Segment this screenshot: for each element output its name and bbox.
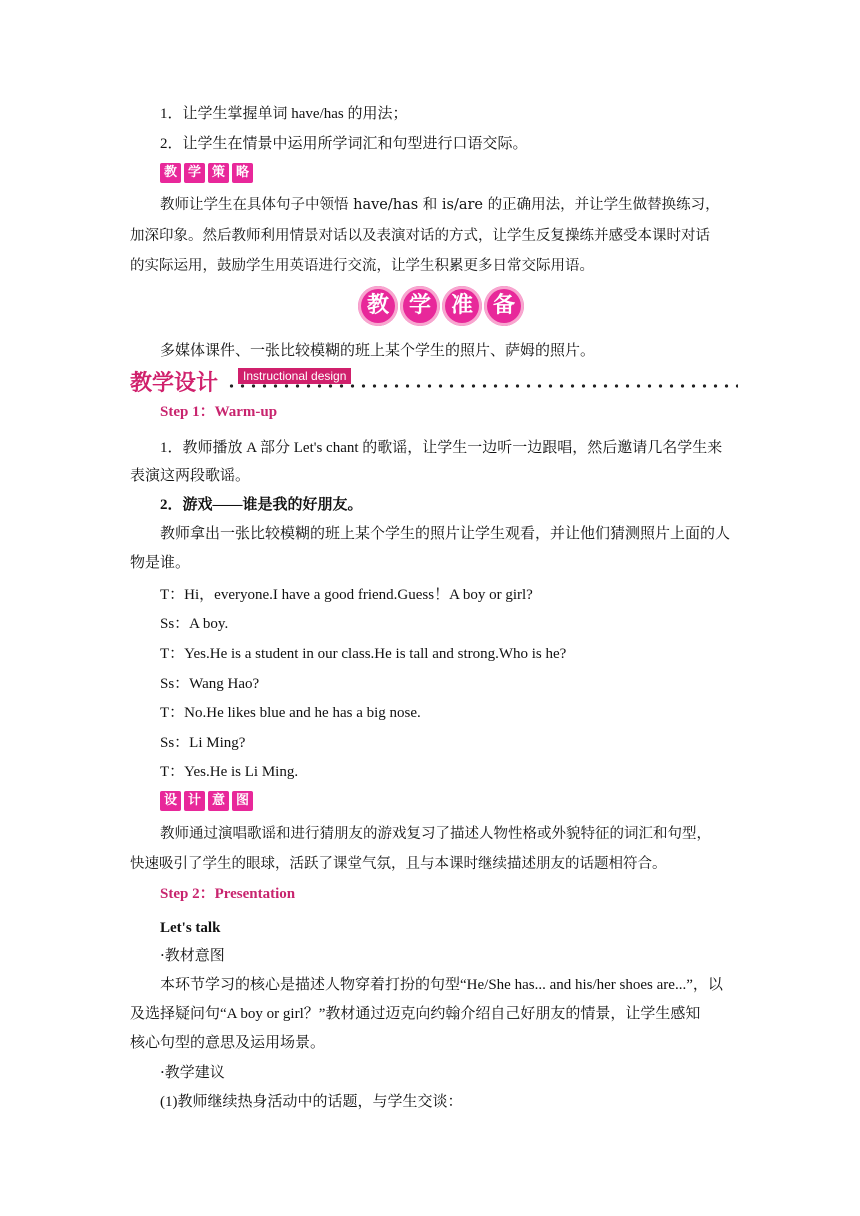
- step2-title: Step 2：Presentation: [160, 886, 296, 902]
- intent-line-1: 教师通过演唱歌谣和进行猜朋友的游戏复习了描述人物性格或外貌特征的词汇和句型，: [160, 826, 711, 842]
- strategy-line-2: 加深印象。然后教师利用情景对话以及表演对话的方式，让学生反复操练并感受本课时对话: [130, 228, 710, 244]
- badge-char: 计: [184, 791, 205, 811]
- badge-char: 策: [208, 163, 229, 183]
- badge-char: 准: [442, 286, 482, 326]
- goal-1: 1．让学生掌握单词 have/has 的用法；: [160, 106, 408, 122]
- dialogue-line: T：No.He likes blue and he has a big nose.: [160, 705, 421, 721]
- badge-char: 设: [160, 791, 181, 811]
- strategy-badge: [160, 163, 253, 183]
- material-intent-line-2: 及选择疑问句“A boy or girl？”教材通过迈克向约翰介绍自己好朋友的情景，让学生感知: [130, 1006, 701, 1022]
- design-header-subtitle: Instructional design: [238, 368, 351, 384]
- strategy-line-3: 的实际运用，鼓励学生用英语进行交流，让学生积累更多日常交际用语。: [130, 258, 594, 274]
- teaching-advice-label: ·教学建议: [160, 1063, 225, 1081]
- preparation-badge: [358, 286, 524, 326]
- design-header-title: 教学设计: [130, 371, 219, 396]
- step1-item1-line1: 1．教师播放 A 部分 Let's chant 的歌谣，让学生一边听一边跟唱，然后邀请几名学生来: [160, 440, 723, 456]
- badge-char: 教: [358, 286, 398, 326]
- material-intent-line-3: 核心句型的意思及运用场景。: [130, 1035, 326, 1051]
- step1-item2-line2: 物是谁。: [130, 555, 191, 571]
- badge-char: 教: [160, 163, 181, 183]
- badge-char: 学: [184, 163, 205, 183]
- material-intent-label: ·教材意图: [160, 946, 225, 964]
- badge-char: 图: [232, 791, 253, 811]
- dialogue-line: T：Yes.He is Li Ming.: [160, 764, 299, 780]
- dialogue-line: T：Yes.He is a student in our class.He is tall and strong.Who is he?: [160, 646, 567, 662]
- teaching-advice-line-1: (1)教师继续热身活动中的话题，与学生交谈：: [160, 1094, 463, 1110]
- dialogue-line: Ss：Li Ming?: [160, 735, 246, 751]
- header-dotted-rule: [226, 383, 738, 389]
- intent-line-2: 快速吸引了学生的眼球，活跃了课堂气氛，且与本课时继续描述朋友的话题相符合。: [130, 856, 667, 872]
- material-intent-line-1: 本环节学习的核心是描述人物穿着打扮的句型“He/She has... and his/her shoes are...”，以: [160, 977, 723, 993]
- strategy-line-1: 教师让学生在具体句子中领悟 have/has 和 is/are 的正确用法，并让学生做替换练习，: [160, 197, 720, 213]
- badge-char: 备: [484, 286, 524, 326]
- step1-item2-line1: 教师拿出一张比较模糊的班上某个学生的照片让学生观看，并让他们猜测照片上面的人: [160, 526, 731, 542]
- badge-char: 意: [208, 791, 229, 811]
- step1-item2-title: 2．游戏——谁是我的好朋友。: [160, 497, 363, 513]
- step1-title: Step 1：Warm-up: [160, 404, 278, 420]
- goal-2: 2．让学生在情景中运用所学词汇和句型进行口语交际。: [160, 136, 528, 152]
- preparation-text: 多媒体课件、一张比较模糊的班上某个学生的照片、萨姆的照片。: [160, 341, 596, 359]
- step1-item1-line2: 表演这两段歌谣。: [130, 468, 251, 484]
- dialogue-line: T：Hi，everyone.I have a good friend.Guess！A boy or girl?: [160, 587, 533, 603]
- badge-char: 学: [400, 286, 440, 326]
- dialogue-line: Ss：A boy.: [160, 616, 229, 632]
- dialogue-line: Ss：Wang Hao?: [160, 676, 260, 692]
- badge-char: 略: [232, 163, 253, 183]
- design-intent-badge: [160, 791, 253, 811]
- lets-talk-title: Let's talk: [160, 920, 221, 936]
